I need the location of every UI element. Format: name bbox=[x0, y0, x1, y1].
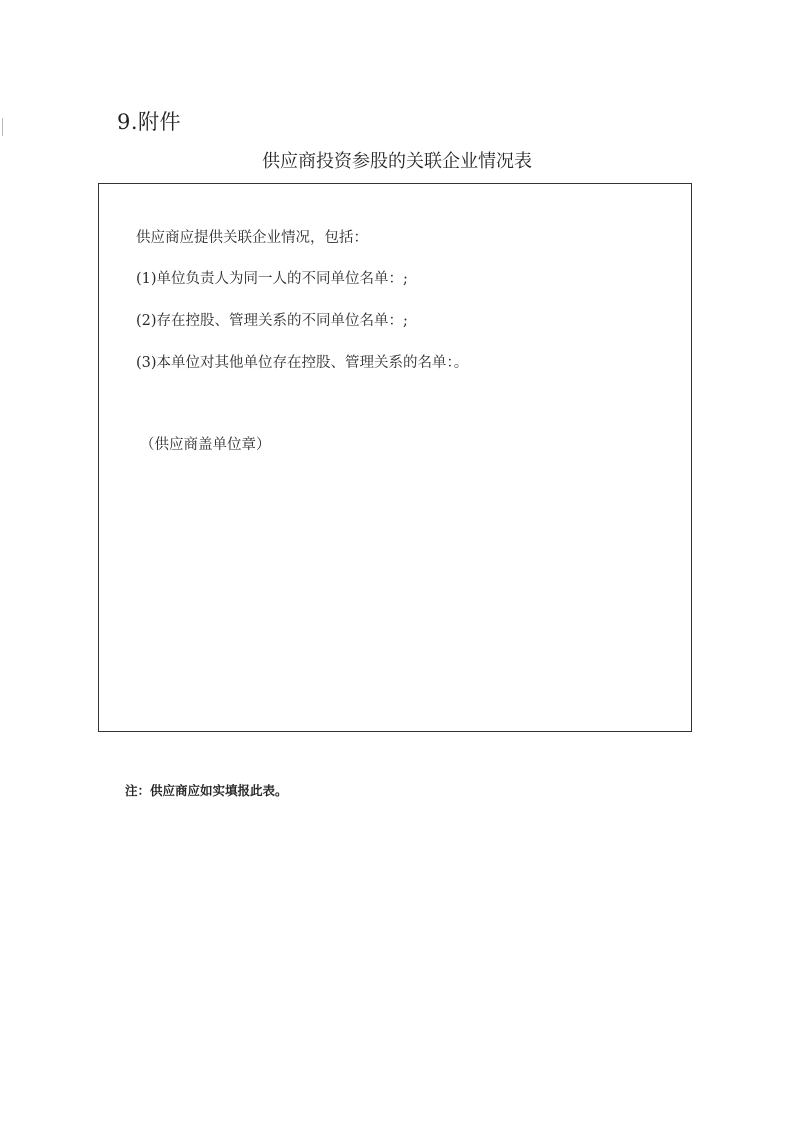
form-intro: 供应商应提供关联企业情况，包括： bbox=[136, 230, 368, 246]
section-heading: 9.附件 bbox=[117, 110, 182, 134]
seal-note: （供应商盖单位章） bbox=[140, 437, 271, 453]
form-item-2: (2)存在控股、管理关系的不同单位名单：; bbox=[136, 313, 408, 329]
footnote: 注：供应商应如实填报此表。 bbox=[125, 783, 288, 798]
form-box bbox=[98, 183, 692, 732]
form-item-3: (3)本单位对其他单位存在控股、管理关系的名单：。 bbox=[136, 355, 469, 371]
scan-edge-mark bbox=[2, 118, 3, 136]
form-item-1: (1)单位负责人为同一人的不同单位名单：; bbox=[136, 271, 408, 287]
form-title: 供应商投资参股的关联企业情况表 bbox=[262, 151, 532, 172]
